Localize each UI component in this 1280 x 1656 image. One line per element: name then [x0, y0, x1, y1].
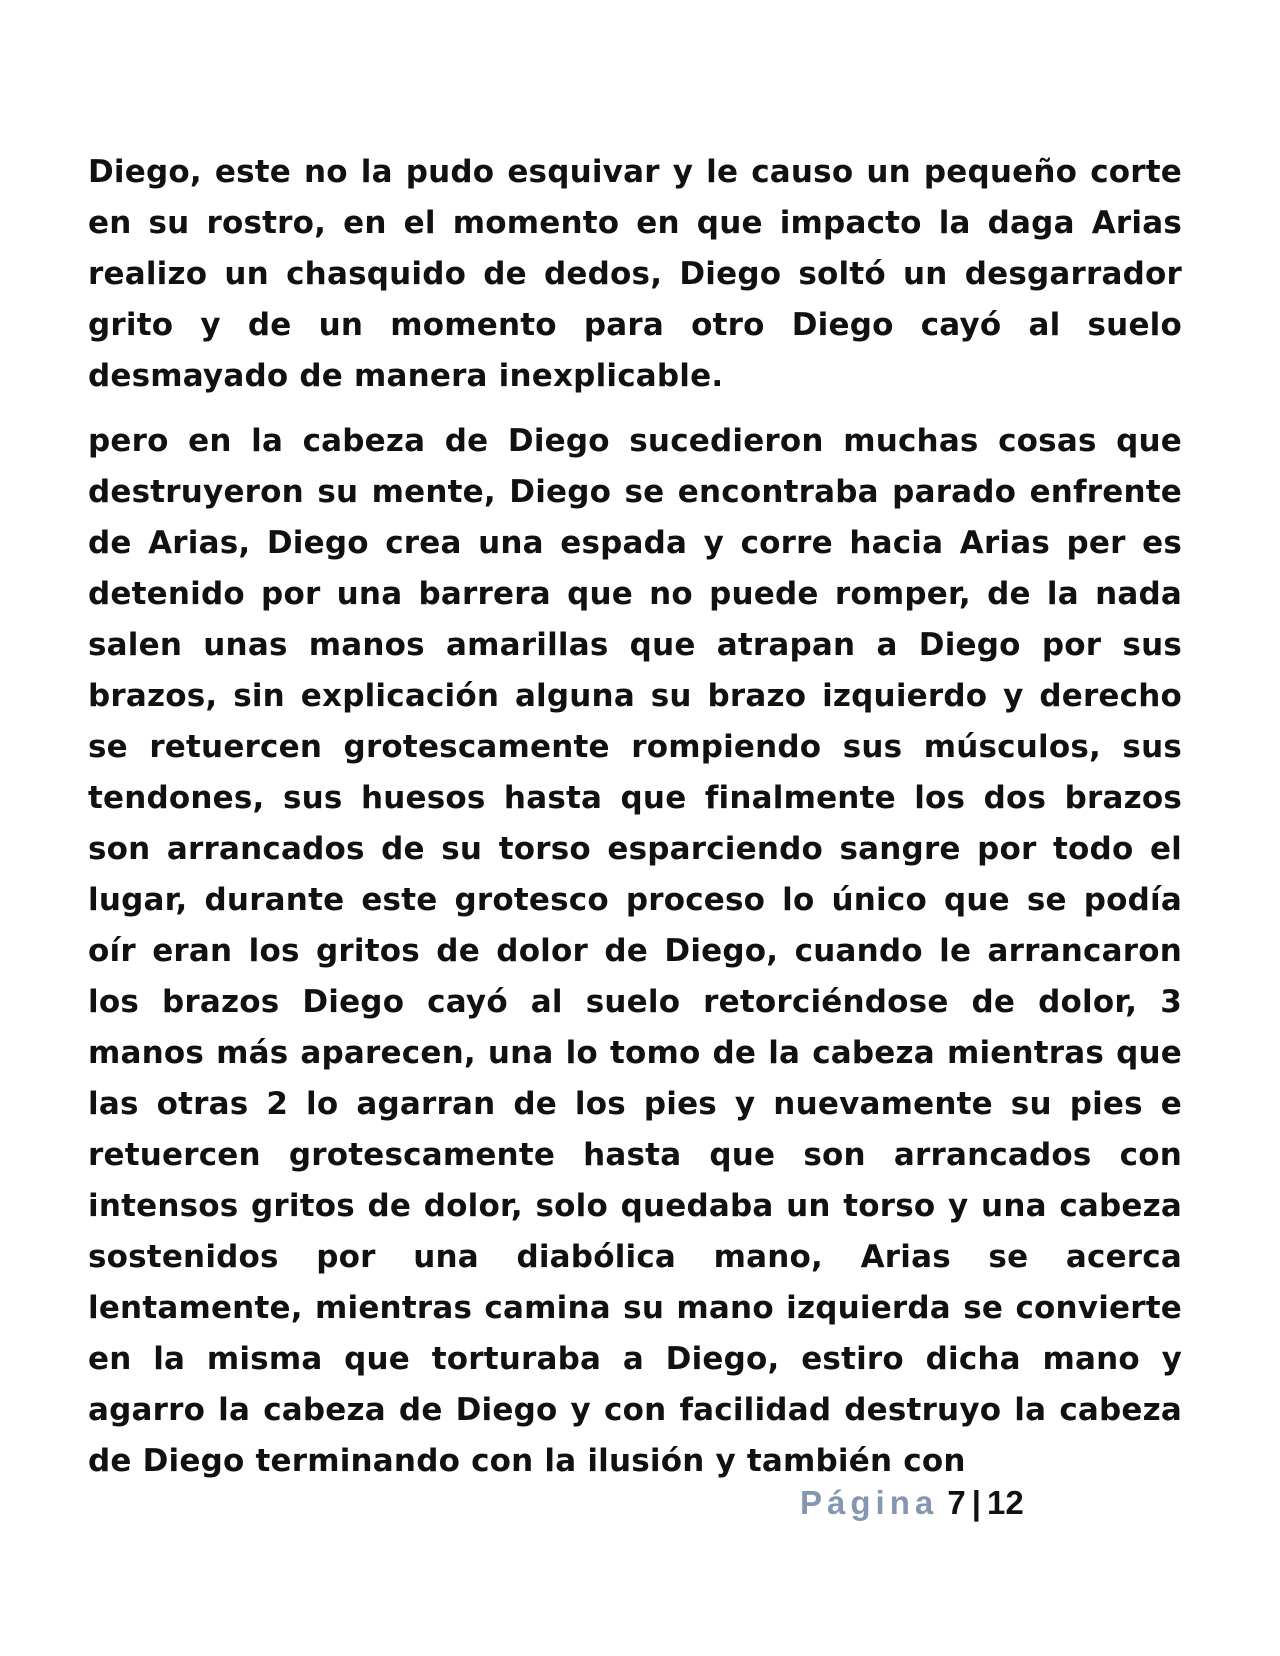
- body-text: [88, 147, 1182, 1487]
- page-footer: [800, 1483, 1024, 1523]
- paragraph-2: pero en la cabeza de Diego sucedieron muchas cosas que destruyeron su mente, Diego se encontraba parado enfrente de Arias, Diego crea una espada y corre hacia Arias per es detenido por una barrera que no puede romper, de la nada salen unas manos amarillas que atrapan a Diego por sus brazos, sin explicación alguna su brazo izquierdo y derecho se retuercen grotescamente rompiendo sus músculos, sus tendones, sus huesos hasta que finalmente los dos brazos son arrancados de su torso esparciendo sangre por todo el lugar, durante este grotesco proceso lo único que se podía oír eran los gritos de dolor de Diego, cuando le arrancaron los brazos Diego cayó al suelo retorciéndose de dolor, 3 manos más aparecen, una lo tomo de la cabeza mientras que las otras 2 lo agarran de los pies y nuevamente su pies e retuercen grotescamente hasta que son arrancados con intensos gritos de dolor, solo quedaba un torso y una cabeza sostenidos por una diabólica mano, Arias se acerca lentamente, mientras camina su mano izquierda se convierte en la misma que torturaba a Diego, estiro dicha mano y agarro la cabeza de Diego y con facilidad destruyo la cabeza de Diego terminando con la ilusión y también con: [88, 423, 1182, 1479]
- total-pages-number: 12: [986, 1484, 1024, 1521]
- current-page-number: 7: [947, 1484, 966, 1521]
- page-separator: |: [971, 1484, 981, 1521]
- paragraph-1: Diego, este no la pudo esquivar y le causo un pequeño corte en su rostro, en el momento en que impacto la daga Arias realizo un chasquido de dedos, Diego soltó un desgarrador grito y de un momento para otro Diego cayó al suelo desmayado de manera inexplicable.: [88, 154, 1182, 394]
- page-label: Página: [800, 1484, 939, 1521]
